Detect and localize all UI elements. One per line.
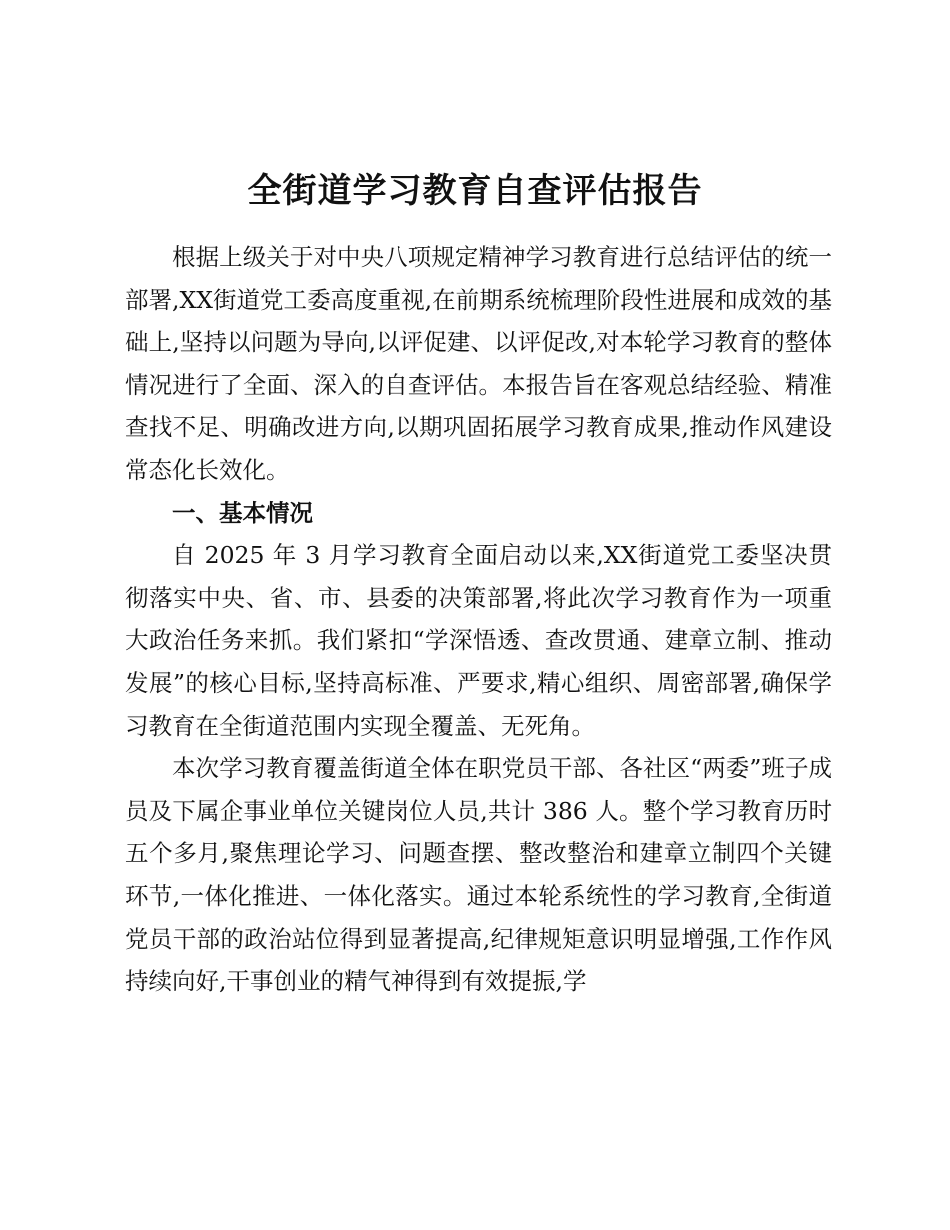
document-body bbox=[125, 236, 832, 1003]
document-title: 全街道学习教育自查评估报告 bbox=[247, 171, 703, 211]
section1-paragraph-2: 本次学习教育覆盖街道全体在职党员干部、各社区“两委”班子成员及下属企事业单位关键岗位人员,共计 386 人。整个学习教育历时五个多月,聚焦理论学习、问题查摆、整改整治和建章立制四个关键环节,一体化推进、一体化落实。通过本轮系统性的学习教育,全街道党员干部的政治站位得到显著提高,纪律规矩意识明显增强,工作作风持续向好,干事创业的精气神得到有效提振,学 bbox=[125, 754, 832, 996]
section1-paragraph-1: 自 2025 年 3 月学习教育全面启动以来,XX街道党工委坚决贯彻落实中央、省、市、县委的决策部署,将此次学习教育作为一项重大政治任务来抓。我们紧扣“学深悟透、查改贯通、建章立制、推动发展”的核心目标,坚持高标准、严要求,精心组织、周密部署,确保学习教育在全街道范围内实现全覆盖、无死角。 bbox=[125, 541, 832, 740]
intro-paragraph: 根据上级关于对中央八项规定精神学习教育进行总结评估的统一部署,XX街道党工委高度重视,在前期系统梳理阶段性进展和成效的基础上,坚持以问题为导向,以评促建、以评促改,对本轮学习教育的整体情况进行了全面、深入的自查评估。本报告旨在客观总结经验、精准查找不足、明确改进方向,以期巩固拓展学习教育成果,推动作风建设常态化长效化。 bbox=[125, 243, 832, 484]
section-heading-basic-situation: 一、基本情况 bbox=[172, 498, 313, 527]
